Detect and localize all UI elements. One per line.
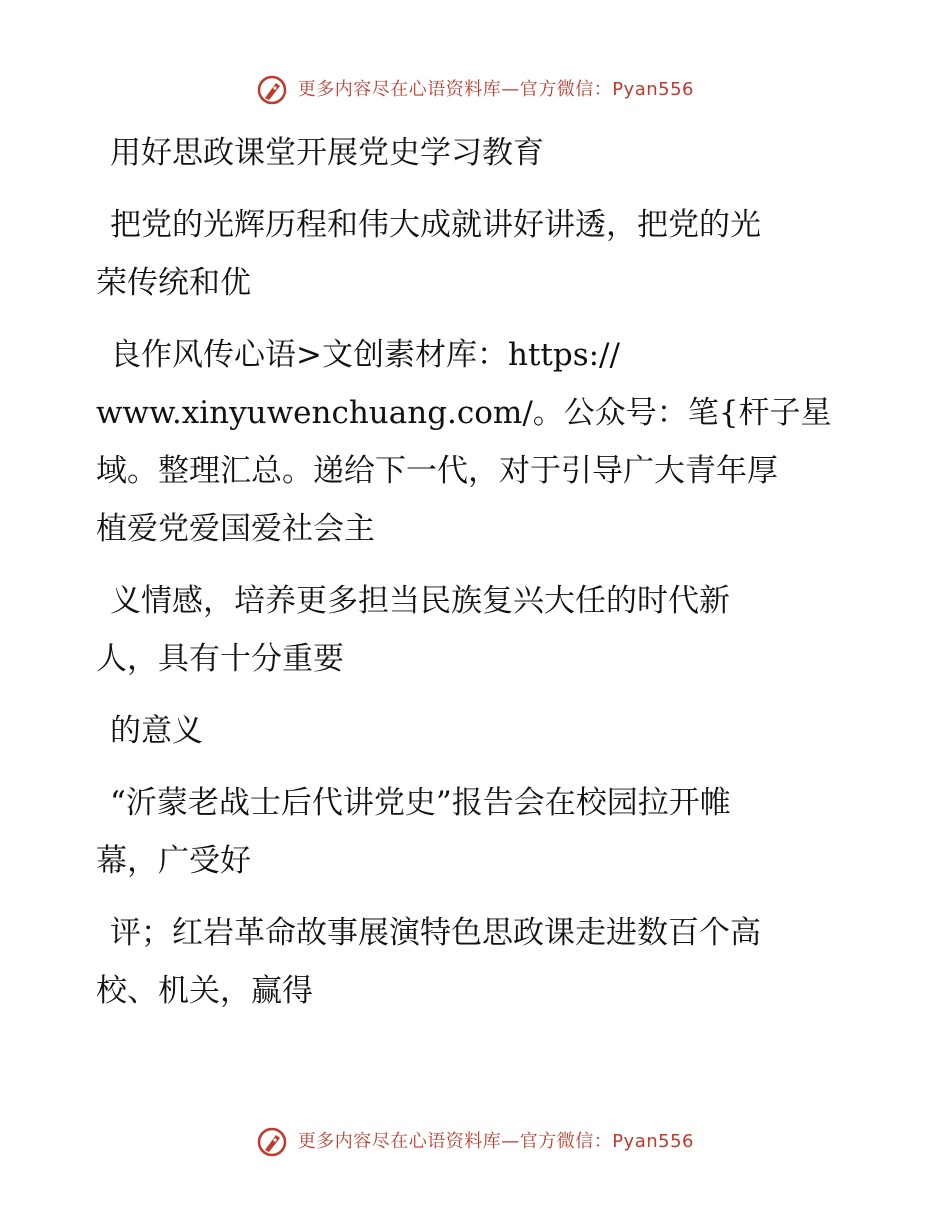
text-line: 域。整理汇总。递给下一代，对于引导广大青年厚 bbox=[96, 453, 778, 489]
text-line: 良作风传心语>文创素材库：https:// bbox=[110, 337, 620, 373]
paragraph-6 bbox=[96, 774, 856, 890]
header-text: 更多内容尽在心语资料库—官方微信：Pyan556 bbox=[297, 79, 695, 100]
text-line: 把党的光辉历程和伟大成就讲好讲透，把党的光 bbox=[110, 207, 761, 243]
text-line: 的意义 bbox=[110, 713, 203, 749]
text-line: 校、机关，赢得 bbox=[96, 973, 313, 1009]
page-footer-watermark bbox=[0, 1126, 950, 1158]
text-line: 荣传统和优 bbox=[96, 265, 251, 301]
paragraph-7 bbox=[96, 904, 856, 1020]
footer-text: 更多内容尽在心语资料库—官方微信：Pyan556 bbox=[297, 1131, 695, 1152]
text-line: 义情感，培养更多担当民族复兴大任的时代新 bbox=[110, 583, 730, 619]
text-line: 植爱党爱国爱社会主 bbox=[96, 511, 375, 547]
paragraph-4 bbox=[96, 572, 856, 688]
paragraph-3 bbox=[96, 326, 856, 558]
document-body bbox=[96, 124, 856, 1034]
page-header-watermark bbox=[0, 74, 950, 106]
text-line: 人，具有十分重要 bbox=[96, 641, 344, 677]
pen-nib-logo-icon bbox=[256, 1126, 288, 1158]
paragraph-5 bbox=[96, 702, 856, 760]
text-line: www.xinyuwenchuang.com/。公众号：笔{杆子星 bbox=[96, 395, 832, 431]
paragraph-2 bbox=[96, 196, 856, 312]
paragraph-1 bbox=[96, 124, 856, 182]
text-line: “沂蒙老战士后代讲党史”报告会在校园拉开帷 bbox=[110, 785, 731, 821]
pen-nib-logo-icon bbox=[256, 74, 288, 106]
text-line: 幕，广受好 bbox=[96, 843, 251, 879]
text-line: 用好思政课堂开展党史学习教育 bbox=[110, 135, 544, 171]
text-line: 评；红岩革命故事展演特色思政课走进数百个高 bbox=[110, 915, 761, 951]
